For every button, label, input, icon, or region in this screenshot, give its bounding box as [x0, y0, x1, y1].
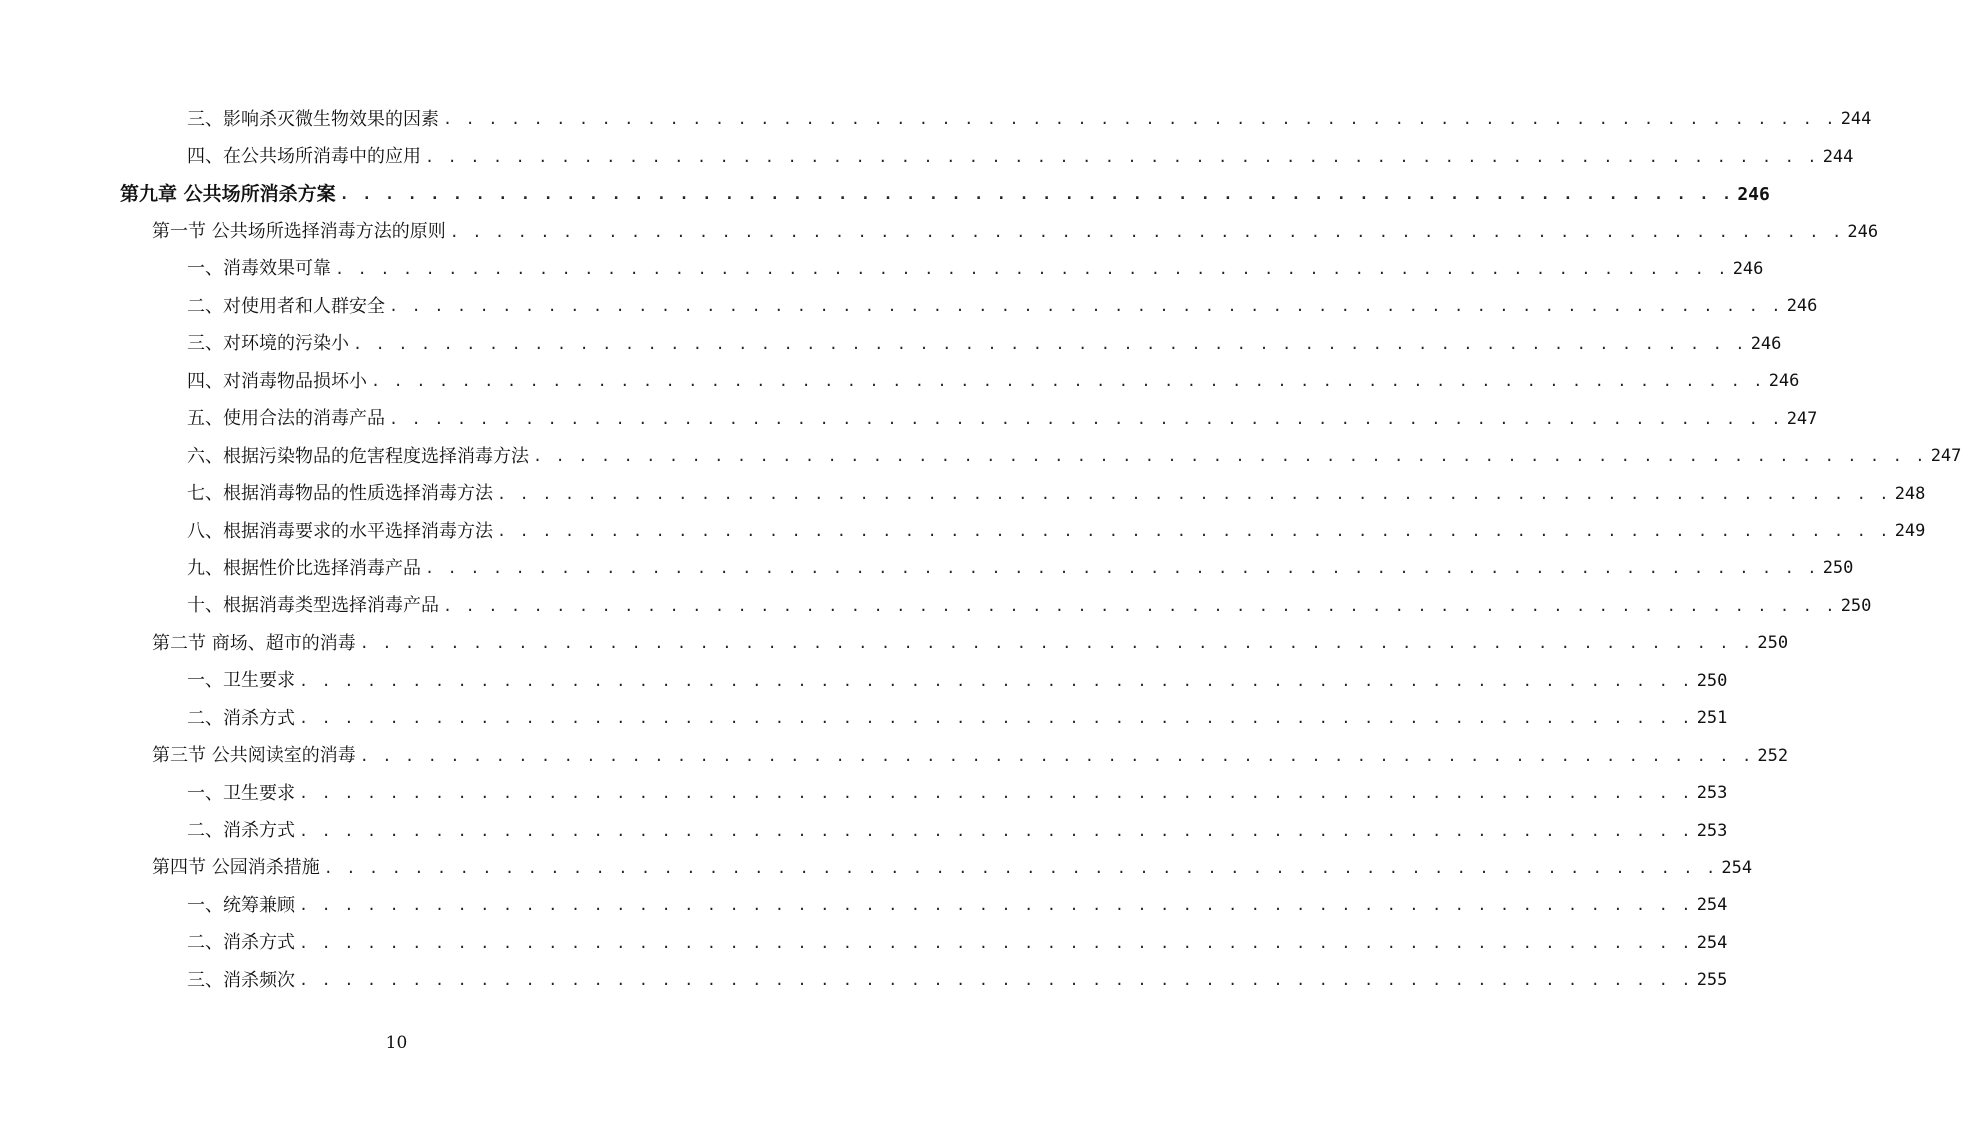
toc-entry-item[interactable] [0, 138, 1854, 175]
toc-entry-page: 250 [1757, 633, 1789, 654]
toc-entry-item[interactable] [0, 925, 1728, 962]
toc-entry-item[interactable] [0, 550, 1854, 587]
toc-entry-chapter[interactable] [0, 176, 1770, 213]
dot-leader: . . . . . . . . . . . . . . . . . . . . . . . . . . . . . . . . . . . . . . . . . . . . . . . . . . . . . . . . . . . . . . [335, 259, 1729, 278]
toc-entry-label: 一、卫生要求 [187, 670, 295, 692]
toc-entry-label: 三、影响杀灭微生物效果的因素 [187, 108, 439, 130]
toc-entry-label: 一、卫生要求 [187, 782, 295, 804]
toc-entry-section[interactable] [0, 625, 1789, 662]
toc-entry-label: 三、对环境的污染小 [187, 333, 349, 355]
toc-entry-page: 246 [1847, 221, 1879, 242]
toc-entry-label: 第四节 公园消杀措施 [152, 857, 320, 879]
toc-entry-label: 二、消杀方式 [187, 707, 295, 729]
dot-leader: . . . . . . . . . . . . . . . . . . . . . . . . . . . . . . . . . . . . . . . . . . . . . . . . . . . . . . . . . . . . . . [371, 372, 1765, 391]
toc-entry-label: 第一节 公共场所选择消毒方法的原则 [152, 221, 446, 243]
toc-entry-item[interactable] [0, 588, 1872, 625]
toc-entry-page: 246 [1786, 296, 1818, 317]
toc-entry-label: 三、消杀频次 [187, 969, 295, 991]
toc-entry-page: 255 [1696, 970, 1728, 991]
dot-leader: . . . . . . . . . . . . . . . . . . . . . . . . . . . . . . . . . . . . . . . . . . . . . . . . . . . . . . . . . . . . . . [339, 185, 1734, 204]
dot-leader: . . . . . . . . . . . . . . . . . . . . . . . . . . . . . . . . . . . . . . . . . . . . . . . . . . . . . . . . . . . . . . [299, 896, 1693, 915]
toc-entry-item[interactable] [0, 700, 1728, 737]
dot-leader: . . . . . . . . . . . . . . . . . . . . . . . . . . . . . . . . . . . . . . . . . . . . . . . . . . . . . . . . . . . . . . [359, 634, 1754, 653]
toc-entry-label: 四、对消毒物品损坏小 [187, 370, 367, 392]
dot-leader: . . . . . . . . . . . . . . . . . . . . . . . . . . . . . . . . . . . . . . . . . . . . . . . . . . . . . . . . . . . . . . [353, 334, 1747, 353]
toc-entry-page: 252 [1757, 745, 1789, 766]
toc-entry-item[interactable] [0, 513, 1926, 550]
toc-entry-label: 七、根据消毒物品的性质选择消毒方法 [187, 483, 493, 505]
dot-leader: . . . . . . . . . . . . . . . . . . . . . . . . . . . . . . . . . . . . . . . . . . . . . . . . . . . . . . . . . . . . . . [425, 147, 1819, 166]
toc-entry-item[interactable] [0, 663, 1728, 700]
toc-entry-page: 246 [1768, 371, 1800, 392]
dot-leader: . . . . . . . . . . . . . . . . . . . . . . . . . . . . . . . . . . . . . . . . . . . . . . . . . . . . . . . . . . . . . . [359, 746, 1754, 765]
dot-leader: . . . . . . . . . . . . . . . . . . . . . . . . . . . . . . . . . . . . . . . . . . . . . . . . . . . . . . . . . . . . . . [299, 784, 1693, 803]
toc-entry-page: 250 [1840, 595, 1872, 616]
toc-entry-label: 第三节 公共阅读室的消毒 [152, 745, 356, 767]
toc-entry-page: 251 [1696, 708, 1728, 729]
dot-leader: . . . . . . . . . . . . . . . . . . . . . . . . . . . . . . . . . . . . . . . . . . . . . . . . . . . . . . . . . . . . . . [533, 447, 1927, 466]
toc-entry-page: 244 [1822, 146, 1854, 167]
toc-entry-page: 254 [1696, 895, 1728, 916]
toc-entry-label: 九、根据性价比选择消毒产品 [187, 557, 421, 579]
toc-entry-label: 十、根据消毒类型选择消毒产品 [187, 595, 439, 617]
toc-entry-item[interactable] [0, 775, 1728, 812]
toc-entry-item[interactable] [0, 363, 1800, 400]
toc-entry-label: 一、消毒效果可靠 [187, 258, 331, 280]
toc-entry-page: 247 [1786, 408, 1818, 429]
toc-entry-label: 第九章 公共场所消杀方案 [120, 183, 336, 206]
table-of-contents [0, 101, 1961, 1000]
toc-entry-page: 254 [1696, 932, 1728, 953]
toc-entry-item[interactable] [0, 326, 1782, 363]
toc-entry-item[interactable] [0, 401, 1818, 438]
toc-entry-item[interactable] [0, 438, 1961, 475]
dot-leader: . . . . . . . . . . . . . . . . . . . . . . . . . . . . . . . . . . . . . . . . . . . . . . . . . . . . . . . . . . . . . . [299, 671, 1693, 690]
toc-entry-label: 八、根据消毒要求的水平选择消毒方法 [187, 520, 493, 542]
toc-entry-label: 二、消杀方式 [187, 820, 295, 842]
toc-entry-item[interactable] [0, 101, 1872, 138]
toc-entry-label: 二、消杀方式 [187, 932, 295, 954]
dot-leader: . . . . . . . . . . . . . . . . . . . . . . . . . . . . . . . . . . . . . . . . . . . . . . . . . . . . . . . . . . . . . . [389, 297, 1783, 316]
toc-entry-page: 254 [1721, 857, 1753, 878]
toc-entry-item[interactable] [0, 251, 1764, 288]
dot-leader: . . . . . . . . . . . . . . . . . . . . . . . . . . . . . . . . . . . . . . . . . . . . . . . . . . . . . . . . . . . . . . [449, 222, 1844, 241]
dot-leader: . . . . . . . . . . . . . . . . . . . . . . . . . . . . . . . . . . . . . . . . . . . . . . . . . . . . . . . . . . . . . . [299, 709, 1693, 728]
toc-entry-section[interactable] [0, 213, 1879, 250]
toc-entry-item[interactable] [0, 962, 1728, 999]
toc-entry-page: 246 [1737, 183, 1770, 205]
toc-entry-page: 246 [1732, 258, 1764, 279]
dot-leader: . . . . . . . . . . . . . . . . . . . . . . . . . . . . . . . . . . . . . . . . . . . . . . . . . . . . . . . . . . . . . . [299, 933, 1693, 952]
toc-entry-page: 247 [1930, 446, 1961, 467]
dot-leader: . . . . . . . . . . . . . . . . . . . . . . . . . . . . . . . . . . . . . . . . . . . . . . . . . . . . . . . . . . . . . . [443, 110, 1837, 129]
dot-leader: . . . . . . . . . . . . . . . . . . . . . . . . . . . . . . . . . . . . . . . . . . . . . . . . . . . . . . . . . . . . . . [497, 484, 1891, 503]
toc-entry-page: 253 [1696, 783, 1728, 804]
toc-entry-label: 第二节 商场、超市的消毒 [152, 632, 356, 654]
dot-leader: . . . . . . . . . . . . . . . . . . . . . . . . . . . . . . . . . . . . . . . . . . . . . . . . . . . . . . . . . . . . . . [299, 971, 1693, 990]
dot-leader: . . . . . . . . . . . . . . . . . . . . . . . . . . . . . . . . . . . . . . . . . . . . . . . . . . . . . . . . . . . . . . [497, 522, 1891, 541]
toc-entry-page: 250 [1822, 558, 1854, 579]
toc-entry-label: 一、统筹兼顾 [187, 894, 295, 916]
toc-entry-section[interactable] [0, 850, 1753, 887]
toc-entry-label: 二、对使用者和人群安全 [187, 295, 385, 317]
toc-entry-page: 244 [1840, 109, 1872, 130]
toc-entry-label: 五、使用合法的消毒产品 [187, 408, 385, 430]
toc-entry-item[interactable] [0, 288, 1818, 325]
toc-entry-section[interactable] [0, 737, 1789, 774]
toc-entry-label: 六、根据污染物品的危害程度选择消毒方法 [187, 445, 529, 467]
dot-leader: . . . . . . . . . . . . . . . . . . . . . . . . . . . . . . . . . . . . . . . . . . . . . . . . . . . . . . . . . . . . . . [425, 559, 1819, 578]
dot-leader: . . . . . . . . . . . . . . . . . . . . . . . . . . . . . . . . . . . . . . . . . . . . . . . . . . . . . . . . . . . . . . [323, 858, 1718, 877]
toc-entry-page: 250 [1696, 670, 1728, 691]
toc-entry-page: 248 [1894, 483, 1926, 504]
toc-entry-page: 253 [1696, 820, 1728, 841]
dot-leader: . . . . . . . . . . . . . . . . . . . . . . . . . . . . . . . . . . . . . . . . . . . . . . . . . . . . . . . . . . . . . . [443, 596, 1837, 615]
page-number: 10 [385, 1033, 408, 1053]
toc-entry-item[interactable] [0, 475, 1926, 512]
toc-entry-page: 249 [1894, 521, 1926, 542]
toc-entry-item[interactable] [0, 887, 1728, 924]
dot-leader: . . . . . . . . . . . . . . . . . . . . . . . . . . . . . . . . . . . . . . . . . . . . . . . . . . . . . . . . . . . . . . [389, 409, 1783, 428]
toc-entry-label: 四、在公共场所消毒中的应用 [187, 146, 421, 168]
toc-entry-page: 246 [1750, 333, 1782, 354]
dot-leader: . . . . . . . . . . . . . . . . . . . . . . . . . . . . . . . . . . . . . . . . . . . . . . . . . . . . . . . . . . . . . . [299, 821, 1693, 840]
toc-entry-item[interactable] [0, 812, 1728, 849]
